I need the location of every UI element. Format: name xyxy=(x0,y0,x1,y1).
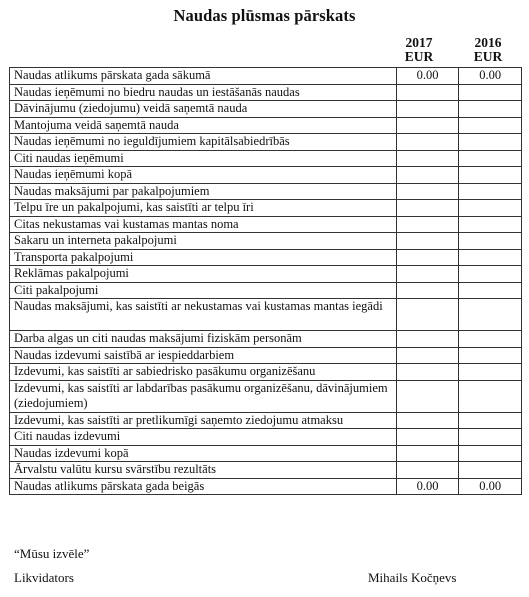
table-row xyxy=(10,412,522,429)
row-label: Naudas maksājumi, kas saistīti ar nekustamas vai kustamas mantas iegādi xyxy=(10,299,397,331)
value-2016 xyxy=(459,183,522,200)
value-2017 xyxy=(396,331,459,348)
row-label: Izdevumi, kas saistīti ar pretlikumīgi saņemto ziedojumu atmaksu xyxy=(10,412,397,429)
row-label: Naudas atlikums pārskata gada beigās xyxy=(10,478,397,495)
row-label: Naudas atlikums pārskata gada sākumā xyxy=(10,68,397,85)
value-2016 xyxy=(459,347,522,364)
signatory-name: Mihails Kočņevs xyxy=(368,570,457,585)
organization-name: “Mūsu izvēle” xyxy=(14,546,90,561)
table-row xyxy=(10,380,522,412)
table-row xyxy=(10,68,522,85)
row-label: Sakaru un interneta pakalpojumi xyxy=(10,233,397,250)
row-label: Citi pakalpojumi xyxy=(10,282,397,299)
row-label: Citi naudas izdevumi xyxy=(10,429,397,446)
value-2016 xyxy=(459,200,522,217)
value-2016 xyxy=(459,331,522,348)
value-2017 xyxy=(396,150,459,167)
table-row xyxy=(10,167,522,184)
row-label: Telpu īre un pakalpojumi, kas saistīti ar telpu īri xyxy=(10,200,397,217)
row-label: Naudas izdevumi saistībā ar iespieddarbiem xyxy=(10,347,397,364)
table-row xyxy=(10,216,522,233)
value-2016 xyxy=(459,101,522,118)
value-2016 xyxy=(459,134,522,151)
column-header-2016 xyxy=(454,36,522,64)
value-2017 xyxy=(396,282,459,299)
cash-flow-table xyxy=(9,67,522,495)
value-2016: 0.00 xyxy=(459,478,522,495)
column-header-2017 xyxy=(385,36,453,64)
table-row xyxy=(10,249,522,266)
value-2017 xyxy=(396,380,459,412)
value-2017: 0.00 xyxy=(396,68,459,85)
value-2016 xyxy=(459,412,522,429)
value-2017 xyxy=(396,249,459,266)
value-2017 xyxy=(396,117,459,134)
table-row xyxy=(10,445,522,462)
table-row xyxy=(10,101,522,118)
row-label: Naudas ieņēmumi no ieguldījumiem kapitālsabiedrībās xyxy=(10,134,397,151)
table-row xyxy=(10,299,522,331)
value-2017 xyxy=(396,216,459,233)
value-2016 xyxy=(459,380,522,412)
row-label: Citas nekustamas vai kustamas mantas noma xyxy=(10,216,397,233)
value-2017 xyxy=(396,445,459,462)
value-2016 xyxy=(459,429,522,446)
value-2016 xyxy=(459,167,522,184)
table-row xyxy=(10,84,522,101)
value-2017: 0.00 xyxy=(396,478,459,495)
value-2016: 0.00 xyxy=(459,68,522,85)
value-2017 xyxy=(396,101,459,118)
table-row xyxy=(10,183,522,200)
table-row xyxy=(10,200,522,217)
value-2017 xyxy=(396,412,459,429)
value-2017 xyxy=(396,347,459,364)
row-label: Reklāmas pakalpojumi xyxy=(10,266,397,283)
column-year: 2017 xyxy=(405,35,433,50)
value-2017 xyxy=(396,134,459,151)
row-label: Naudas ieņēmumi kopā xyxy=(10,167,397,184)
row-label: Naudas ieņēmumi no biedru naudas un iestāšanās naudas xyxy=(10,84,397,101)
table-row xyxy=(10,117,522,134)
value-2017 xyxy=(396,183,459,200)
table-row xyxy=(10,233,522,250)
table-row xyxy=(10,429,522,446)
value-2016 xyxy=(459,462,522,479)
value-2017 xyxy=(396,167,459,184)
value-2017 xyxy=(396,462,459,479)
value-2016 xyxy=(459,216,522,233)
value-2017 xyxy=(396,200,459,217)
signatory-role: Likvidators xyxy=(14,570,74,585)
row-label: Citi naudas ieņēmumi xyxy=(10,150,397,167)
row-label: Dāvinājumu (ziedojumu) veidā saņemtā nauda xyxy=(10,101,397,118)
row-label: Izdevumi, kas saistīti ar sabiedrisko pasākumu organizēšanu xyxy=(10,364,397,381)
table-row xyxy=(10,331,522,348)
value-2016 xyxy=(459,117,522,134)
value-2017 xyxy=(396,84,459,101)
column-unit: EUR xyxy=(473,49,503,64)
value-2017 xyxy=(396,233,459,250)
document-title: Naudas plūsmas pārskats xyxy=(173,6,356,25)
value-2016 xyxy=(459,84,522,101)
table-row xyxy=(10,282,522,299)
table-row xyxy=(10,478,522,495)
row-label: Naudas maksājumi par pakalpojumiem xyxy=(10,183,397,200)
value-2017 xyxy=(396,266,459,283)
table-row xyxy=(10,462,522,479)
row-label: Darba algas un citi naudas maksājumi fiziskām personām xyxy=(10,331,397,348)
value-2017 xyxy=(396,429,459,446)
table-row xyxy=(10,150,522,167)
column-year: 2016 xyxy=(474,35,502,50)
column-unit: EUR xyxy=(404,49,434,64)
value-2016 xyxy=(459,233,522,250)
value-2016 xyxy=(459,364,522,381)
table-row xyxy=(10,266,522,283)
value-2016 xyxy=(459,282,522,299)
value-2016 xyxy=(459,299,522,331)
value-2017 xyxy=(396,299,459,331)
row-label: Izdevumi, kas saistīti ar labdarības pasākumu organizēšanu, dāvinājumiem (ziedojumiem) xyxy=(10,380,397,412)
row-label: Transporta pakalpojumi xyxy=(10,249,397,266)
value-2016 xyxy=(459,445,522,462)
value-2016 xyxy=(459,249,522,266)
value-2016 xyxy=(459,150,522,167)
row-label: Mantojuma veidā saņemtā nauda xyxy=(10,117,397,134)
row-label: Ārvalstu valūtu kursu svārstību rezultāts xyxy=(10,462,397,479)
value-2017 xyxy=(396,364,459,381)
table-row xyxy=(10,364,522,381)
table-row xyxy=(10,134,522,151)
value-2016 xyxy=(459,266,522,283)
table-row xyxy=(10,347,522,364)
row-label: Naudas izdevumi kopā xyxy=(10,445,397,462)
